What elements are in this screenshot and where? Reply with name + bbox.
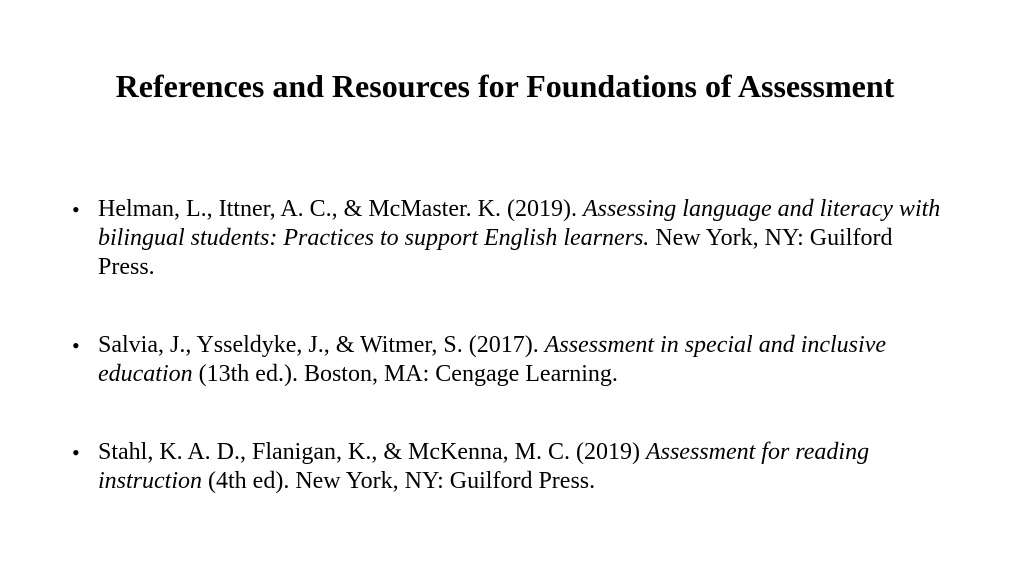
- bullet-icon: •: [72, 197, 80, 222]
- reference-title: Assessment in special and inclusive education: [98, 332, 886, 387]
- bullet-icon: •: [72, 333, 80, 358]
- reference-publisher: New York, NY: Guilford Press.: [98, 225, 893, 280]
- reference-item-helman: [72, 195, 952, 282]
- reference-title: Assessment for reading instruction: [98, 439, 870, 494]
- reference-authors: Salvia, J., Ysseldyke, J., & Witmer, S. (2017).: [98, 332, 545, 358]
- reference-title: Assessing language and literacy with bilingual students: Practices to support English learners.: [98, 196, 941, 251]
- reference-publisher: (4th ed). New York, NY: Guilford Press.: [202, 468, 596, 494]
- reference-authors: Helman, L., Ittner, A. C., & McMaster. K. (2019).: [98, 196, 583, 222]
- reference-list: [72, 195, 952, 496]
- reference-publisher: (13th ed.). Boston, MA: Cengage Learning.: [192, 361, 618, 387]
- bullet-icon: •: [72, 440, 80, 465]
- reference-authors: Stahl, K. A. D., Flanigan, K., & McKenna, M. C. (2019): [98, 439, 646, 465]
- slide-title: References and Resources for Foundations of Assessment: [115, 68, 895, 104]
- reference-item-stahl: [72, 438, 952, 496]
- reference-item-salvia: [72, 331, 952, 389]
